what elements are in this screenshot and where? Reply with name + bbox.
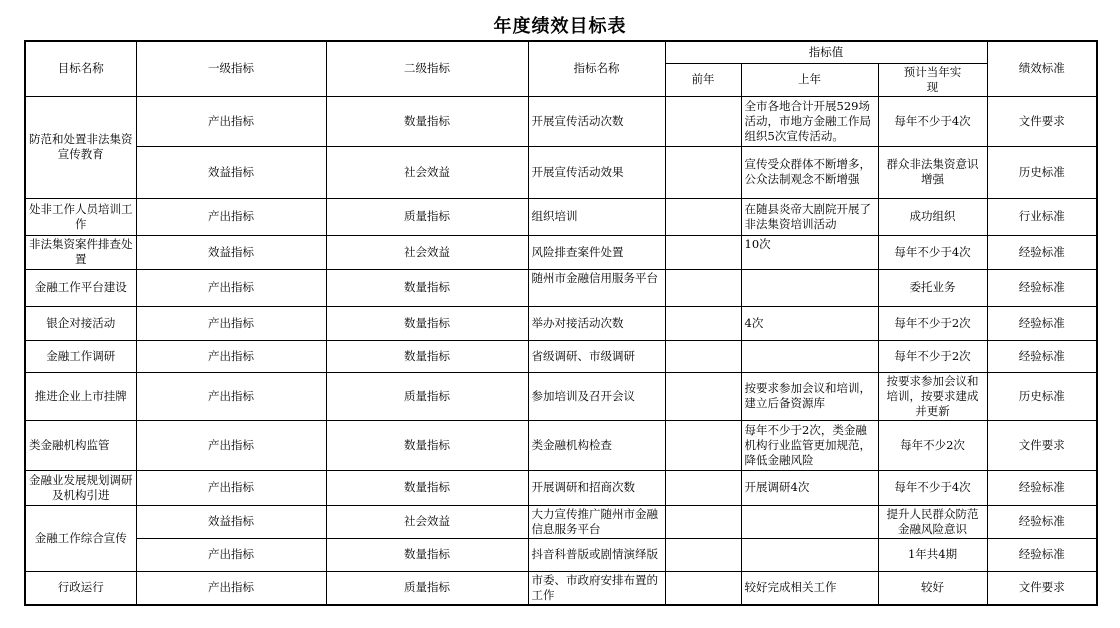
level1-cell: 效益指标 bbox=[136, 235, 326, 269]
indicator-name-cell: 组织培训 bbox=[528, 198, 665, 235]
indicator-name-cell: 开展宣传活动次数 bbox=[528, 96, 665, 146]
level2-cell: 数量指标 bbox=[326, 538, 528, 571]
goal-cell: 推进企业上市挂牌 bbox=[25, 372, 136, 420]
table-row bbox=[25, 470, 1097, 505]
standard-cell: 行业标准 bbox=[987, 198, 1097, 235]
last-year-cell: 按要求参加会议和培训，建立后备资源库 bbox=[741, 372, 878, 420]
last-year-cell: 宣传受众群体不断增多，公众法制观念不断增强 bbox=[741, 146, 878, 198]
level1-cell: 效益指标 bbox=[136, 146, 326, 198]
prev-year-cell bbox=[665, 269, 741, 306]
prev-year-cell bbox=[665, 470, 741, 505]
prev-year-cell bbox=[665, 146, 741, 198]
level1-cell: 产出指标 bbox=[136, 306, 326, 340]
level2-cell: 数量指标 bbox=[326, 306, 528, 340]
level2-cell: 数量指标 bbox=[326, 470, 528, 505]
level2-cell: 数量指标 bbox=[326, 269, 528, 306]
header-expected-text: 预计当年实现 bbox=[903, 64, 962, 94]
last-year-cell bbox=[741, 505, 878, 538]
level2-cell: 社会效益 bbox=[326, 235, 528, 269]
last-year-cell bbox=[741, 538, 878, 571]
expected-cell: 每年不少于2次 bbox=[878, 340, 987, 372]
level1-cell: 产出指标 bbox=[136, 269, 326, 306]
expected-cell: 提升人民群众防范金融风险意识 bbox=[878, 505, 987, 538]
level1-cell: 产出指标 bbox=[136, 372, 326, 420]
goal-cell: 金融工作平台建设 bbox=[25, 269, 136, 306]
indicator-name-cell: 开展调研和招商次数 bbox=[528, 470, 665, 505]
indicator-name-cell: 大力宣传推广随州市金融信息服务平台 bbox=[528, 505, 665, 538]
goal-cell: 处非工作人员培训工作 bbox=[25, 198, 136, 235]
level1-cell: 产出指标 bbox=[136, 538, 326, 571]
level1-cell: 产出指标 bbox=[136, 96, 326, 146]
table-row bbox=[25, 372, 1097, 420]
header-prev-year: 前年 bbox=[665, 63, 741, 96]
table-row bbox=[25, 198, 1097, 235]
indicator-name-cell: 类金融机构检查 bbox=[528, 420, 665, 470]
expected-cell: 1年共4期 bbox=[878, 538, 987, 571]
standard-cell: 经验标准 bbox=[987, 470, 1097, 505]
prev-year-cell bbox=[665, 306, 741, 340]
table-row bbox=[25, 571, 1097, 605]
table-row bbox=[25, 538, 1097, 571]
last-year-cell: 在随县炎帝大剧院开展了非法集资培训活动 bbox=[741, 198, 878, 235]
prev-year-cell bbox=[665, 571, 741, 605]
table-row bbox=[25, 505, 1097, 538]
last-year-cell: 4次 bbox=[741, 306, 878, 340]
table-row bbox=[25, 269, 1097, 306]
level2-cell: 质量指标 bbox=[326, 372, 528, 420]
indicator-name-cell: 省级调研、市级调研 bbox=[528, 340, 665, 372]
prev-year-cell bbox=[665, 340, 741, 372]
indicator-name-cell: 参加培训及召开会议 bbox=[528, 372, 665, 420]
level1-cell: 产出指标 bbox=[136, 470, 326, 505]
last-year-cell: 10次 bbox=[741, 235, 878, 269]
prev-year-cell bbox=[665, 235, 741, 269]
level2-cell: 质量指标 bbox=[326, 198, 528, 235]
indicator-name-cell: 举办对接活动次数 bbox=[528, 306, 665, 340]
level2-cell: 社会效益 bbox=[326, 505, 528, 538]
level2-cell: 数量指标 bbox=[326, 420, 528, 470]
expected-cell: 每年不少于4次 bbox=[878, 235, 987, 269]
table-row bbox=[25, 146, 1097, 198]
standard-cell: 经验标准 bbox=[987, 340, 1097, 372]
level1-cell: 产出指标 bbox=[136, 571, 326, 605]
standard-cell: 文件要求 bbox=[987, 420, 1097, 470]
goal-cell: 金融工作综合宣传 bbox=[25, 505, 136, 571]
standard-cell: 文件要求 bbox=[987, 571, 1097, 605]
performance-table bbox=[24, 40, 1098, 606]
level1-cell: 产出指标 bbox=[136, 198, 326, 235]
expected-cell: 较好 bbox=[878, 571, 987, 605]
last-year-cell: 较好完成相关工作 bbox=[741, 571, 878, 605]
goal-cell: 防范和处置非法集资宣传教育 bbox=[25, 96, 136, 198]
prev-year-cell bbox=[665, 96, 741, 146]
indicator-name-cell: 开展宣传活动效果 bbox=[528, 146, 665, 198]
expected-cell: 按要求参加会议和培训，按要求建成并更新 bbox=[878, 372, 987, 420]
header-goal-name: 目标名称 bbox=[25, 41, 136, 96]
prev-year-cell bbox=[665, 538, 741, 571]
goal-cell: 银企对接活动 bbox=[25, 306, 136, 340]
standard-cell: 经验标准 bbox=[987, 269, 1097, 306]
page-title: 年度绩效目标表 bbox=[493, 16, 627, 37]
level2-cell: 数量指标 bbox=[326, 96, 528, 146]
header-level2: 二级指标 bbox=[326, 41, 528, 96]
last-year-cell: 全市各地合计开展529场活动，市地方金融工作局组织5次宣传活动。 bbox=[741, 96, 878, 146]
expected-cell: 每年不少2次 bbox=[878, 420, 987, 470]
goal-cell: 类金融机构监管 bbox=[25, 420, 136, 470]
indicator-name-cell: 风险排查案件处置 bbox=[528, 235, 665, 269]
expected-cell: 每年不少于2次 bbox=[878, 306, 987, 340]
table-row bbox=[25, 306, 1097, 340]
standard-cell: 历史标准 bbox=[987, 146, 1097, 198]
expected-cell: 委托业务 bbox=[878, 269, 987, 306]
level1-cell: 效益指标 bbox=[136, 505, 326, 538]
header-indicator-value: 指标值 bbox=[665, 41, 987, 63]
expected-cell: 每年不少于4次 bbox=[878, 96, 987, 146]
standard-cell: 经验标准 bbox=[987, 235, 1097, 269]
prev-year-cell bbox=[665, 505, 741, 538]
standard-cell: 文件要求 bbox=[987, 96, 1097, 146]
goal-cell: 金融业发展规划调研及机构引进 bbox=[25, 470, 136, 505]
indicator-name-cell: 市委、市政府安排布置的工作 bbox=[528, 571, 665, 605]
expected-cell: 每年不少于4次 bbox=[878, 470, 987, 505]
prev-year-cell bbox=[665, 372, 741, 420]
last-year-cell: 开展调研4次 bbox=[741, 470, 878, 505]
standard-cell: 经验标准 bbox=[987, 505, 1097, 538]
level2-cell: 质量指标 bbox=[326, 571, 528, 605]
goal-cell: 非法集资案件排查处置 bbox=[25, 235, 136, 269]
prev-year-cell bbox=[665, 420, 741, 470]
last-year-cell bbox=[741, 269, 878, 306]
indicator-name-cell: 抖音科普版或剧情演绎版 bbox=[528, 538, 665, 571]
goal-cell: 行政运行 bbox=[25, 571, 136, 605]
last-year-cell: 每年不少于2次，类金融机构行业监管更加规范，降低金融风险 bbox=[741, 420, 878, 470]
header-expected bbox=[878, 63, 987, 96]
header-level1: 一级指标 bbox=[136, 41, 326, 96]
table-row bbox=[25, 420, 1097, 470]
standard-cell: 经验标准 bbox=[987, 306, 1097, 340]
level2-cell: 数量指标 bbox=[326, 340, 528, 372]
header-indicator-name: 指标名称 bbox=[528, 41, 665, 96]
expected-cell: 成功组织 bbox=[878, 198, 987, 235]
level1-cell: 产出指标 bbox=[136, 340, 326, 372]
level2-cell: 社会效益 bbox=[326, 146, 528, 198]
standard-cell: 经验标准 bbox=[987, 538, 1097, 571]
table-row bbox=[25, 235, 1097, 269]
table-row bbox=[25, 340, 1097, 372]
expected-cell: 群众非法集资意识增强 bbox=[878, 146, 987, 198]
prev-year-cell bbox=[665, 198, 741, 235]
last-year-cell bbox=[741, 340, 878, 372]
header-last-year: 上年 bbox=[741, 63, 878, 96]
standard-cell: 历史标准 bbox=[987, 372, 1097, 420]
header-standard: 绩效标准 bbox=[987, 41, 1097, 96]
indicator-name-cell: 随州市金融信用服务平台 bbox=[528, 269, 665, 306]
table-row bbox=[25, 96, 1097, 146]
level1-cell: 产出指标 bbox=[136, 420, 326, 470]
goal-cell: 金融工作调研 bbox=[25, 340, 136, 372]
